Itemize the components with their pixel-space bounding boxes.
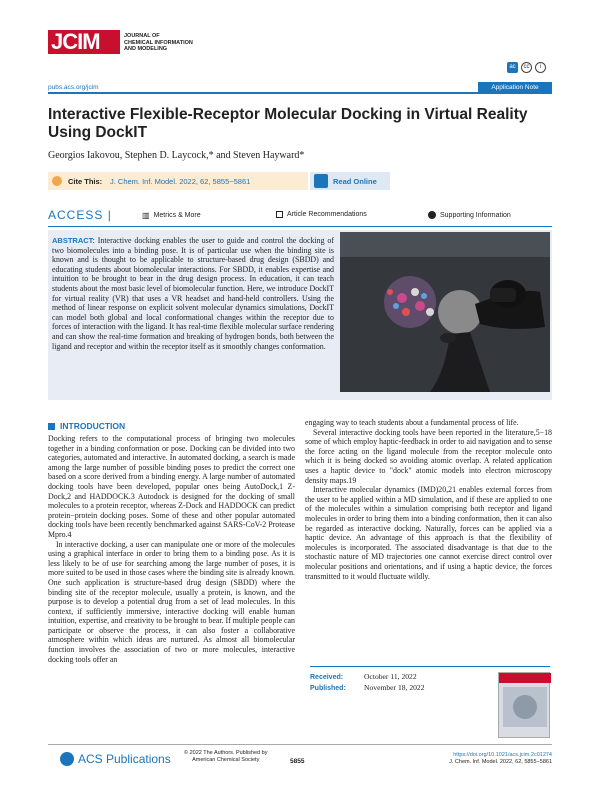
doi-link[interactable]: https://doi.org/10.1021/acs.jcim.2c01274: [453, 752, 552, 758]
copyright-notice: © 2022 The Authors. Published by American Chemical Society: [184, 750, 268, 763]
abstract-label: ABSTRACT:: [52, 236, 95, 245]
received-date: October 11, 2022: [364, 672, 417, 681]
cc-icon[interactable]: cc: [521, 62, 532, 73]
publication-dates: Received: October 11, 2022 Published: November 18, 2022: [310, 672, 425, 692]
body-column-left: [48, 434, 295, 664]
access-label: ACCESS |: [48, 208, 112, 222]
supporting-info-link[interactable]: Supporting Information: [428, 211, 511, 219]
section-heading-introduction: INTRODUCTION: [48, 421, 125, 431]
footer-doi: [430, 752, 552, 766]
recommendations-link[interactable]: Article Recommendations: [276, 211, 367, 218]
journal-logo: JCIM: [48, 30, 120, 54]
journal-cover-thumbnail[interactable]: [498, 672, 550, 738]
dates-divider: [310, 666, 550, 667]
vr-docking-illustration: [340, 232, 550, 392]
paragraph: In interactive docking, a user can manipulate one or more of the molecules using a graphical interface in order to bring them to a binding pose. As it is less likely to be of use for searching among the large number of poses, it is more suited to be used in those cases where the binding site is already known. One such application is structure-based drug design (SBDD) where the binding site of the receptor molecule, usually a protein, is known, and the purpose is to develop a potential drug from a set of lead molecules. In this context, if sufficiently immersive, interactive docking will enable human intuition, expertise, and creativity to be brought to bear. If multiple people can participate or observe the process, it can also foster a collaborative atmosphere within which ideas are nurtured. As almost all biomolecular function involves the association of two or more molecules, interactive docking tools offer an: [48, 539, 295, 664]
bar-chart-icon: ▥: [142, 211, 150, 220]
document-icon: [276, 211, 283, 218]
page-number: 5855: [290, 758, 305, 765]
read-online-icon[interactable]: [314, 174, 328, 188]
publisher-logo[interactable]: ACS Publications: [60, 752, 171, 766]
toc-graphic: [340, 232, 550, 392]
header-divider: [48, 92, 552, 94]
open-access-icons: [507, 62, 546, 73]
paragraph: Interactive molecular dynamics (IMD)20,21 enables external forces from the user to be applied within a MD simulation, and if these are applied to one of the molecules within a simulation comprising both receptor and ligand molecules in order to bring them into a binding conformation, then it can also be regarded as interactive docking. Naturally, forces can be applied via a haptic device. An advantage of this approach is that the flexibility of molecules is incorporated. The associated disadvantage is that due to the stochastic nature of MD trajectories one cannot exercise direct control over molecular positions and orientations, and if using a haptic device, the forces transmitted to it would fluctuate wildly.: [305, 485, 552, 581]
author-list: Georgios Iakovou, Stephen D. Laycock,* and Steven Hayward*: [48, 150, 305, 161]
journal-url-link[interactable]: pubs.acs.org/jcim: [48, 84, 99, 91]
read-online-label[interactable]: Read Online: [333, 177, 377, 186]
abstract-body: Interactive docking enables the user to guide and control the docking of two biomolecules into a binding pose. It is of particular use when the binding site is known and is thought to be applicable to structure-based drug design (SBDD) and educating students about biomolecular interactions. For SBDD, it enables expertise and intuition to be brought to bear in the drug design process. In education, it can teach students about the most basic level of biomolecular function. Here, we introduce DockIT for virtual reality (VR) that uses a VR headset and hand-held controllers. Using the method of linear response on explicit solvent molecular dynamics simulations, DockIT can model both global and local conformational changes within the receptor due to forces of interaction with the ligand. It has real-time flexible molecular surface rendering and can show the real-time formation and breaking of hydrogen bonds, both between the ligand and receptor and within the receptor itself as it smoothly changes conformation.: [52, 236, 334, 351]
paragraph: engaging way to teach students about a fundamental process of life.: [305, 418, 519, 427]
footer-citation: J. Chem. Inf. Model. 2022, 62, 5855−5861: [449, 759, 552, 765]
cite-icon: [52, 176, 62, 186]
cite-this-label: Cite This:: [68, 177, 103, 186]
footer-divider: [48, 744, 552, 745]
cover-image: [499, 673, 551, 739]
metrics-link[interactable]: ▥ Metrics & More: [142, 211, 201, 220]
by-icon[interactable]: i: [535, 62, 546, 73]
access-divider: [48, 226, 552, 227]
ac-icon[interactable]: ac: [507, 62, 518, 73]
acs-logo-icon: [60, 752, 74, 766]
paragraph: Several interactive docking tools have been reported in the literature,5−18 some of which employ haptic-feedback in order to aid navigation and to sense the force acting on the ligand molecule from the receptor molecule onto which it is being docked so avoiding atomic overlap. A related application uses a haptic device to "dock" atomic models into electron microscopy density maps.19: [305, 427, 552, 485]
abstract: [52, 236, 334, 351]
article-title: Interactive Flexible-Receptor Molecular Docking in Virtual Reality Using DockIT: [48, 106, 528, 141]
published-date: November 18, 2022: [364, 683, 425, 692]
journal-name: JOURNAL OF CHEMICAL INFORMATION AND MODELING: [124, 33, 193, 52]
section-marker-icon: [48, 423, 55, 430]
article-type-badge: Application Note: [478, 82, 552, 93]
paragraph: Docking refers to the computational process of bringing two molecules together in a binding conformation or pose. Docking can be divided into two categories, automated and interactive. In automated docking, a search is made among the large number of possible binding poses to predict the correct one based on a score derived from a binding energy. A large number of automated docking tools have been developed, popular ones being AutoDock,1 Z-Dock,2 and HADDOCK.3 Autodock is designed for the docking of small molecules to a protein receptor, whereas Z-Dock and HADDOCK can predict protein−protein docking poses. Some of these and other popular automated docking tools have been recently benchmarked against SARS-CoV-2 Protease Mpro.4: [48, 434, 295, 539]
citation-link[interactable]: J. Chem. Inf. Model. 2022, 62, 5855−5861: [110, 177, 251, 186]
supporting-info-icon: [428, 211, 436, 219]
body-column-right: [305, 418, 552, 581]
